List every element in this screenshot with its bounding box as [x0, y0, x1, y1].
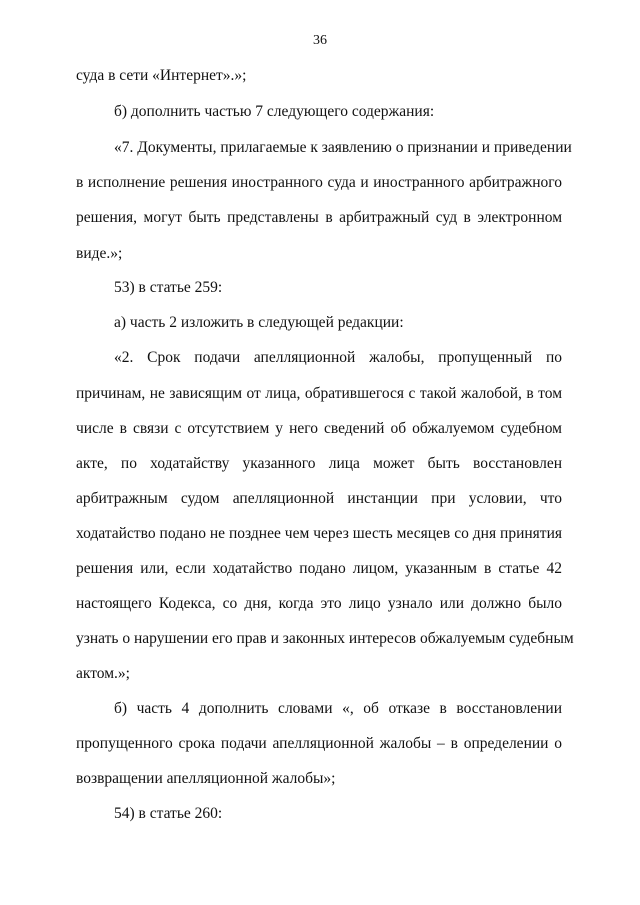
- text-line: решения, могут быть представлены в арбитражный суд в электронном: [76, 209, 562, 226]
- text-line: числе в связи с отсутствием у него сведений об обжалуемом судебном: [76, 420, 562, 437]
- text-line: б) часть 4 дополнить словами «, об отказе в восстановлении: [114, 700, 562, 717]
- text-line: 54) в статье 260:: [114, 805, 223, 822]
- text-line: возвращении апелляционной жалобы»;: [76, 770, 336, 787]
- text-line: «7. Документы, прилагаемые к заявлению о признании и приведении: [114, 139, 572, 156]
- page-number: 36: [313, 33, 327, 48]
- text-line: арбитражным судом апелляционной инстанции при условии, что: [76, 490, 562, 507]
- text-line: в исполнение решения иностранного суда и иностранного арбитражного: [76, 174, 562, 191]
- text-line: «2. Срок подачи апелляционной жалобы, пропущенный по: [114, 349, 562, 366]
- text-line: настоящего Кодекса, со дня, когда это лицо узнало или должно было: [76, 595, 562, 612]
- text-line: виде.»;: [76, 245, 123, 262]
- text-line: актом.»;: [76, 665, 130, 682]
- text-line: узнать о нарушении его прав и законных интересов обжалуемым судебным: [76, 630, 574, 647]
- text-line: а) часть 2 изложить в следующей редакции:: [114, 314, 404, 331]
- text-line: акте, по ходатайству указанного лица может быть восстановлен: [76, 455, 562, 472]
- text-line: б) дополнить частью 7 следующего содержания:: [114, 103, 435, 120]
- text-line: 53) в статье 259:: [114, 279, 223, 296]
- text-line: причинам, не зависящим от лица, обратившегося с такой жалобой, в том: [76, 385, 562, 402]
- text-line: ходатайство подано не позднее чем через шесть месяцев со дня принятия: [76, 525, 562, 542]
- text-line: пропущенного срока подачи апелляционной жалобы – в определении о: [76, 735, 562, 752]
- text-line: суда в сети «Интернет».»;: [76, 67, 247, 84]
- text-line: решения или, если ходатайство подано лицом, указанным в статье 42: [76, 560, 562, 577]
